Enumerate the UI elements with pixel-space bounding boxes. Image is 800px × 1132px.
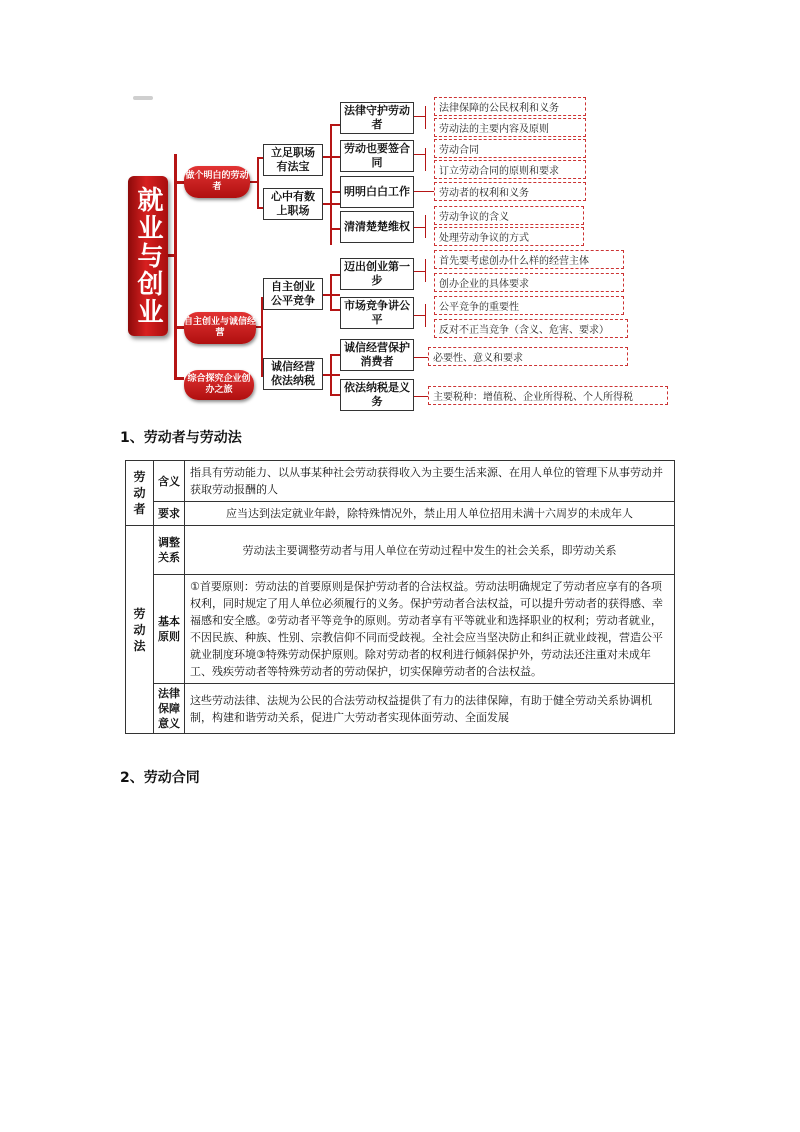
row-label-text: 法律保障意义 <box>158 687 180 730</box>
leaf-item: 主要税种：增值税、企业所得税、个人所得税 <box>428 386 668 405</box>
leaf-item: 首先要考虑创办什么样的经营主体 <box>434 250 624 269</box>
topic-node: 劳动也要签合同 <box>340 140 414 172</box>
table-row <box>126 461 675 502</box>
connector <box>330 274 340 276</box>
leaf-item: 订立劳动合同的原则和要求 <box>434 160 586 179</box>
leaf-item: 劳动者的权利和义务 <box>434 182 586 201</box>
group-label: 劳动法 <box>133 606 146 653</box>
group-cell <box>126 526 154 734</box>
leaf-item: 劳动合同 <box>434 139 586 158</box>
connector <box>425 259 426 282</box>
leaf-item: 劳动法的主要内容及原则 <box>434 118 586 137</box>
connector <box>257 157 259 209</box>
row-label: 含义 <box>154 461 185 502</box>
section-heading: 2、劳动合同 <box>120 770 200 786</box>
table-row <box>126 575 675 684</box>
connector <box>174 326 184 329</box>
decorative-bar <box>133 96 153 100</box>
group-node: 立足职场有法宝 <box>263 144 323 176</box>
connector <box>425 304 426 327</box>
group-node: 诚信经营依法纳税 <box>263 358 323 390</box>
mindmap-root: 就业与创业 <box>128 176 168 336</box>
row-label <box>154 526 185 575</box>
group-node: 自主创业公平竞争 <box>263 278 323 310</box>
branch-node: 综合探究企业创办之旅 <box>184 370 254 400</box>
topic-node: 市场竞争讲公平 <box>340 297 414 329</box>
connector <box>425 106 426 129</box>
row-content: 这些劳动法律、法规为公民的合法劳动权益提供了有力的法律保障，有助于健全劳动关系协调机制，构建和谐劳动关系，促进广大劳动者实现体面劳动、全面发展 <box>185 684 675 734</box>
group-label: 劳动者 <box>133 470 146 516</box>
table-row <box>126 502 675 526</box>
leaf-item: 劳动争议的含义 <box>434 206 584 225</box>
branch-node: 自主创业与诚信经营 <box>184 312 256 344</box>
connector <box>330 354 332 396</box>
connector <box>330 354 340 356</box>
section-heading: 1、劳动者与劳动法 <box>120 430 242 446</box>
law-table <box>125 460 675 734</box>
connector <box>414 191 434 192</box>
table-row <box>126 684 675 734</box>
connector <box>414 396 428 397</box>
topic-node: 诚信经营保护消费者 <box>340 339 414 371</box>
connector <box>414 357 428 358</box>
table-row <box>126 526 675 575</box>
connector <box>425 148 426 171</box>
connector <box>330 124 340 126</box>
topic-node: 清清楚楚维权 <box>340 211 414 243</box>
connector <box>174 154 177 380</box>
leaf-item: 处理劳动争议的方式 <box>434 227 584 246</box>
leaf-item: 必要性、意义和要求 <box>428 347 628 366</box>
connector <box>330 191 340 193</box>
row-label: 要求 <box>154 502 185 526</box>
connector <box>330 309 340 311</box>
mindmap <box>120 94 680 416</box>
branch-node: 做个明白的劳动者 <box>184 166 250 198</box>
connector <box>174 181 184 184</box>
connector <box>330 156 340 158</box>
connector <box>425 215 426 238</box>
group-cell <box>126 461 154 526</box>
topic-node: 依法纳税是义务 <box>340 379 414 411</box>
row-content: 应当达到法定就业年龄，除特殊情况外，禁止用人单位招用未满十六周岁的未成年人 <box>185 502 675 526</box>
row-label-text: 调整关系 <box>158 536 180 564</box>
leaf-item: 公平竞争的重要性 <box>434 296 624 315</box>
connector <box>330 274 332 310</box>
connector <box>330 228 340 230</box>
row-content: 劳动法主要调整劳动者与用人单位在劳动过程中发生的社会关系，即劳动关系 <box>185 526 675 575</box>
connector <box>330 394 340 396</box>
row-label <box>154 684 185 734</box>
topic-node: 明明白白工作 <box>340 176 414 208</box>
row-content: ①首要原则：劳动法的首要原则是保护劳动者的合法权益。劳动法明确规定了劳动者应享有的各项权利，同时规定了用人单位必须履行的义务。保护劳动者合法权益，可以提升劳动者的获得感、幸福感和安全感。②劳动者平等竞争的原则。劳动者享有平等就业和选择职业的权利；劳动者就业，不因民族、种族、性别、宗教信仰不同而受歧视。全社会应当坚决防止和纠正就业歧视，营造公平就业制度环境③特殊劳动保护原则。除对劳动者的权利进行倾斜保护外，劳动法还注重对未成年工、残疾劳动者等特殊劳动者的劳动保护，切实保障劳动者的合法权益。 <box>185 575 675 684</box>
row-label-text: 基本原则 <box>158 615 180 643</box>
connector <box>330 203 332 245</box>
connector <box>174 377 184 380</box>
leaf-item: 创办企业的具体要求 <box>434 273 624 292</box>
row-content: 指具有劳动能力、以从事某种社会劳动获得收入为主要生活来源、在用人单位的管理下从事劳动并获取劳动报酬的人 <box>185 461 675 502</box>
topic-node: 迈出创业第一步 <box>340 258 414 290</box>
topic-node: 法律守护劳动者 <box>340 102 414 134</box>
leaf-item: 法律保障的公民权利和义务 <box>434 97 586 116</box>
row-label <box>154 575 185 684</box>
leaf-item: 反对不正当竞争（含义、危害、要求） <box>434 319 628 338</box>
group-node: 心中有数上职场 <box>263 188 323 220</box>
